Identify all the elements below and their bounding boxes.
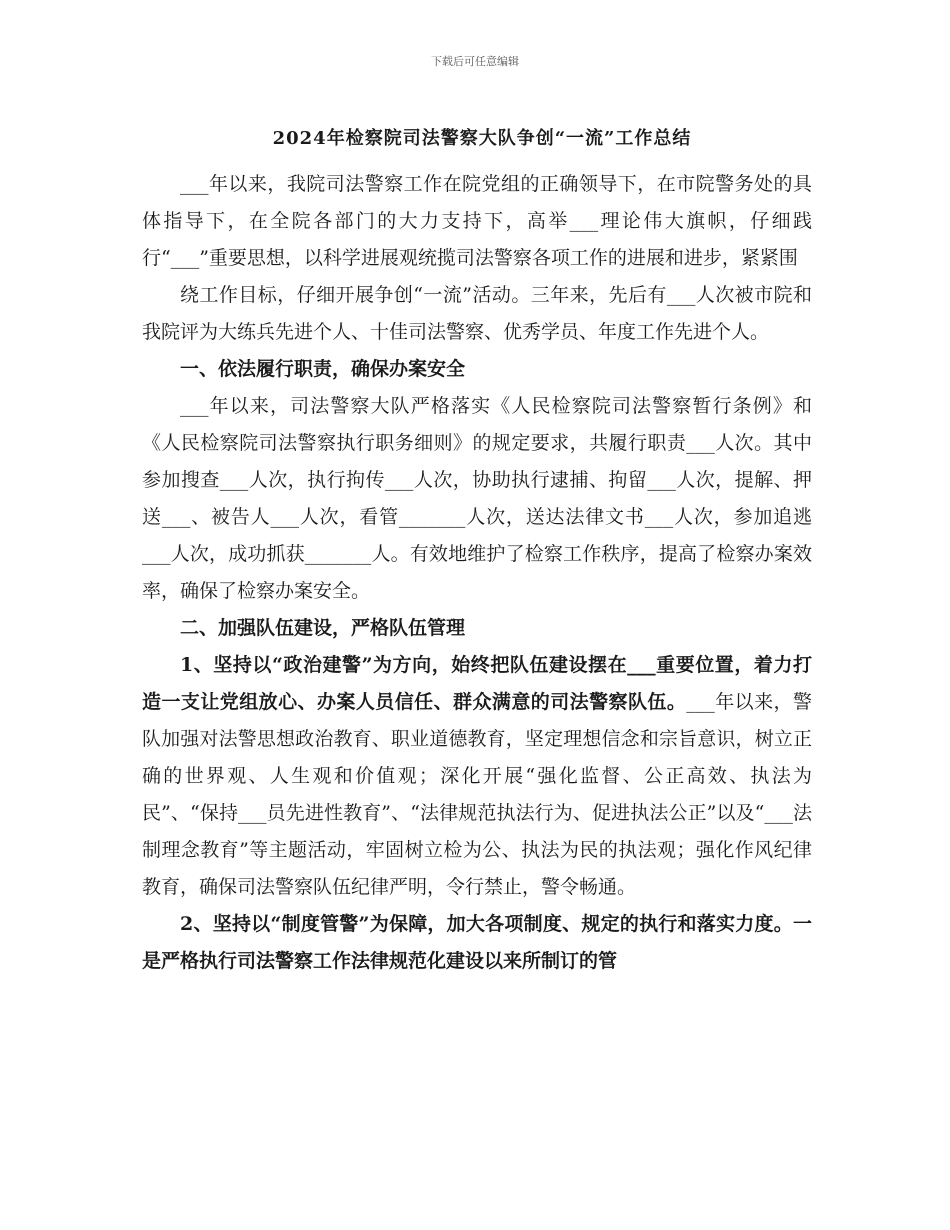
- section-1-heading: 一、依法履行职责，确保办案安全: [180, 358, 466, 380]
- section-2-paragraph-1-lead: 1、坚持以“政治建警”为方向，始终把队伍建设摆在___重要位置，着力打造一支让党组放心、办案人员信任、群众满意的司法警察队伍。: [142, 654, 812, 713]
- section-2-paragraph-2: 2、坚持以“制度管警”为保障，加大各项制度、规定的执行和落实力度。一是严格执行司法警察工作法律规范化建设以来所制订的管: [142, 913, 812, 972]
- intro-paragraph-2: 绕工作目标，仔细开展争创“一流”活动。三年来，先后有___人次被市院和我院评为大练兵先进个人、十佳司法警察、优秀学员、年度工作先进个人。: [142, 284, 812, 343]
- page-header-note: 下载后可任意编辑: [431, 55, 519, 68]
- section-2-paragraph-1: [142, 647, 812, 906]
- document-body: [142, 166, 812, 980]
- section-2-heading: 二、加强队伍建设，严格队伍管理: [180, 617, 466, 639]
- section-1-paragraph: ___年以来，司法警察大队严格落实《人民检察院司法警察暂行条例》和《人民检察院司法警察执行职务细则》的规定要求，共履行职责___人次。其中参加搜查___人次，执行拘传___人次，协助执行逮捕、拘留___人次，提解、押送___、被告人___人次，看管_______人次，送达法律文书___人次，参加追逃___人次，成功抓获_______人。有效地维护了检察工作秩序，提高了检察办案效率，确保了检察办案安全。: [142, 395, 812, 602]
- document-title: 2024年检察院司法警察大队争创“一流”工作总结: [272, 128, 692, 149]
- intro-paragraph-1: ___年以来，我院司法警察工作在院党组的正确领导下，在市院警务处的具体指导下，在全院各部门的大力支持下，高举___理论伟大旗帜，仔细践行“___”重要思想，以科学进展观统揽司法警察各项工作的进展和进步，紧紧围: [142, 173, 812, 269]
- section-2-paragraph-1-body: ___年以来，警队加强对法警思想政治教育、职业道德教育，坚定理想信念和宗旨意识，树立正确的世界观、人生观和价值观；深化开展“强化监督、公正高效、执法为民”、“保持___员先进性教育”、“法律规范执法行为、促进执法公正”以及“___法制理念教育”等主题活动，牢固树立检为公、执法为民的执法观；强化作风纪律教育，确保司法警察队伍纪律严明，令行禁止，警令畅通。: [142, 691, 812, 898]
